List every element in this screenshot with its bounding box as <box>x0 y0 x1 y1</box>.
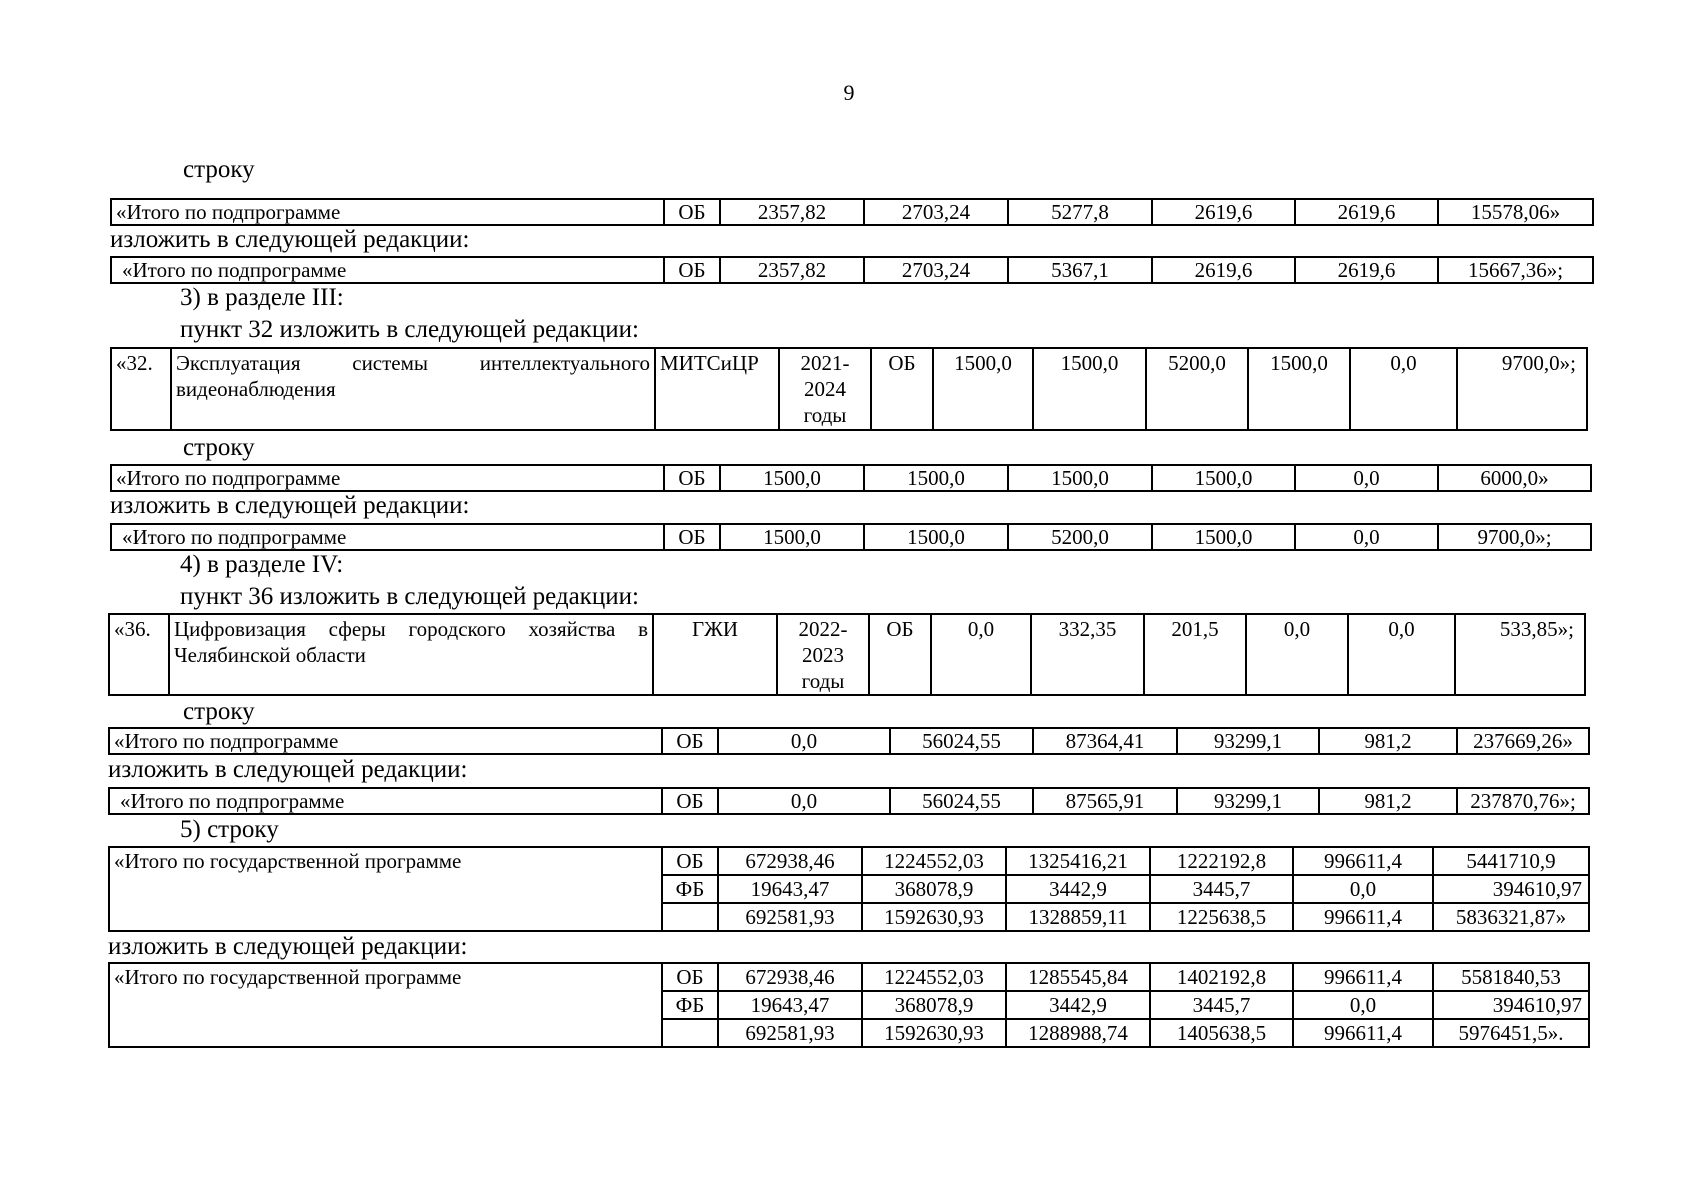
value-cell: 394610,97 <box>1433 991 1589 1019</box>
value-cell: 5581840,53 <box>1433 963 1589 991</box>
item-32-table <box>110 347 1588 431</box>
value-cell: 1592630,93 <box>862 1019 1006 1047</box>
paragraph-line: изложить в следующей редакции: <box>110 226 470 253</box>
paragraph-line: пункт 32 изложить в следующей редакции: <box>180 316 639 343</box>
value-cell: 1500,0 <box>864 465 1008 491</box>
row-label: «Итого по государственной программе <box>109 963 662 1047</box>
responsible-org: МИТСиЦР <box>655 348 779 430</box>
table-row <box>111 524 1591 550</box>
value-cell: 87364,41 <box>1033 728 1177 754</box>
table-row <box>109 728 1589 754</box>
table-row <box>111 348 1587 430</box>
subtotal-table-old <box>108 727 1590 755</box>
value-cell: 2619,6 <box>1295 257 1438 283</box>
funding-source: ОБ <box>662 788 718 814</box>
funding-source: ОБ <box>869 614 931 695</box>
funding-source: ОБ <box>664 257 720 283</box>
value-cell: 0,0 <box>718 728 890 754</box>
value-cell: 0,0 <box>1350 348 1457 430</box>
value-cell: 996611,4 <box>1293 847 1433 875</box>
funding-source: ОБ <box>662 847 718 875</box>
value-cell: 332,35 <box>1031 614 1144 695</box>
row-label: «Итого по подпрограмме <box>111 524 664 550</box>
table-row <box>109 963 1589 991</box>
item-36-table <box>108 613 1586 696</box>
value-cell: 237870,76»; <box>1457 788 1589 814</box>
paragraph-line: 4) в разделе IV: <box>180 551 344 578</box>
value-cell: 1500,0 <box>720 524 864 550</box>
value-cell: 368078,9 <box>862 991 1006 1019</box>
value-cell: 2357,82 <box>720 199 864 225</box>
funding-source: ФБ <box>662 875 718 903</box>
value-cell: 5367,1 <box>1008 257 1152 283</box>
value-cell: 5200,0 <box>1146 348 1248 430</box>
value-cell: 1328859,11 <box>1006 903 1150 931</box>
value-cell: 3445,7 <box>1150 991 1293 1019</box>
value-cell: 1500,0 <box>1152 465 1295 491</box>
value-cell: 5441710,9 <box>1433 847 1589 875</box>
value-cell: 5836321,87» <box>1433 903 1589 931</box>
value-cell: 2619,6 <box>1152 257 1295 283</box>
item-name: Эксплуатация системы интеллектуального видеонаблюдения <box>171 348 655 430</box>
funding-source: ОБ <box>662 963 718 991</box>
page-number: 9 <box>843 80 855 105</box>
value-cell: 15578,06» <box>1438 199 1593 225</box>
value-cell: 237669,26» <box>1457 728 1589 754</box>
paragraph-line: 5) строку <box>180 816 279 843</box>
row-label: «Итого по подпрограмме <box>109 788 662 814</box>
table-row <box>111 257 1593 283</box>
value-cell: 1325416,21 <box>1006 847 1150 875</box>
value-cell: 87565,91 <box>1033 788 1177 814</box>
paragraph-line: 3) в разделе III: <box>180 284 344 311</box>
funding-source: ОБ <box>871 348 933 430</box>
value-cell: 3445,7 <box>1150 875 1293 903</box>
value-cell: 3442,9 <box>1006 991 1150 1019</box>
value-cell: 394610,97 <box>1433 875 1589 903</box>
item-years: 2021-2024 годы <box>779 348 871 430</box>
value-cell: 9700,0»; <box>1438 524 1591 550</box>
funding-source: ОБ <box>662 728 718 754</box>
paragraph-line: пункт 36 изложить в следующей редакции: <box>180 583 639 610</box>
value-cell: 6000,0» <box>1438 465 1591 491</box>
subtotal-table-new <box>110 256 1594 284</box>
value-cell: 0,0 <box>1348 614 1455 695</box>
value-cell: 981,2 <box>1319 728 1457 754</box>
value-cell: 1224552,03 <box>862 847 1006 875</box>
item-number: «36. <box>109 614 169 695</box>
value-cell: 2703,24 <box>864 199 1008 225</box>
value-cell: 1222192,8 <box>1150 847 1293 875</box>
value-cell: 5200,0 <box>1008 524 1152 550</box>
subtotal-table-new <box>108 787 1590 815</box>
value-cell: 2619,6 <box>1295 199 1438 225</box>
table-row <box>109 788 1589 814</box>
table-row <box>111 465 1591 491</box>
funding-source: ФБ <box>662 991 718 1019</box>
value-cell: 0,0 <box>1293 991 1433 1019</box>
value-cell: 1500,0 <box>1152 524 1295 550</box>
value-cell: 1288988,74 <box>1006 1019 1150 1047</box>
row-label: «Итого по государственной программе <box>109 847 662 931</box>
value-cell: 1500,0 <box>1248 348 1350 430</box>
value-cell: 5976451,5». <box>1433 1019 1589 1047</box>
row-label: «Итого по подпрограмме <box>111 465 664 491</box>
program-total-table-new <box>108 962 1590 1048</box>
value-cell: 692581,93 <box>718 1019 862 1047</box>
program-total-table-old <box>108 846 1590 932</box>
responsible-org: ГЖИ <box>653 614 777 695</box>
paragraph-line: строку <box>183 698 255 725</box>
funding-source <box>662 903 718 931</box>
table-row <box>109 614 1585 695</box>
value-cell: 368078,9 <box>862 875 1006 903</box>
value-cell: 1285545,84 <box>1006 963 1150 991</box>
table-row <box>109 847 1589 875</box>
value-cell: 2703,24 <box>864 257 1008 283</box>
value-cell: 1500,0 <box>1008 465 1152 491</box>
value-cell: 1592630,93 <box>862 903 1006 931</box>
subtotal-table-new <box>110 523 1592 551</box>
funding-source: ОБ <box>664 199 720 225</box>
value-cell: 15667,36»; <box>1438 257 1593 283</box>
paragraph-line: изложить в следующей редакции: <box>108 933 468 960</box>
value-cell: 996611,4 <box>1293 963 1433 991</box>
subtotal-table-old <box>110 464 1592 492</box>
value-cell: 0,0 <box>1246 614 1348 695</box>
value-cell: 1225638,5 <box>1150 903 1293 931</box>
funding-source <box>662 1019 718 1047</box>
value-cell: 56024,55 <box>890 788 1033 814</box>
value-cell: 0,0 <box>931 614 1031 695</box>
row-label: «Итого по подпрограмме <box>109 728 662 754</box>
value-cell: 201,5 <box>1144 614 1246 695</box>
paragraph-line: строку <box>183 434 255 461</box>
subtotal-table-old <box>110 198 1594 226</box>
item-years: 2022-2023 годы <box>777 614 869 695</box>
value-cell: 1402192,8 <box>1150 963 1293 991</box>
value-cell: 9700,0»; <box>1457 348 1587 430</box>
value-cell: 1500,0 <box>1033 348 1146 430</box>
value-cell: 93299,1 <box>1177 788 1319 814</box>
value-cell: 533,85»; <box>1455 614 1585 695</box>
value-cell: 1500,0 <box>720 465 864 491</box>
funding-source: ОБ <box>664 465 720 491</box>
paragraph-line: изложить в следующей редакции: <box>110 492 470 519</box>
row-label: «Итого по подпрограмме <box>111 199 664 225</box>
funding-source: ОБ <box>664 524 720 550</box>
paragraph-line: строку <box>183 156 255 183</box>
item-name: Цифровизация сферы городского хозяйства в Челябинской области <box>169 614 653 695</box>
value-cell: 2619,6 <box>1152 199 1295 225</box>
value-cell: 19643,47 <box>718 875 862 903</box>
value-cell: 1500,0 <box>864 524 1008 550</box>
table-row <box>111 199 1593 225</box>
value-cell: 692581,93 <box>718 903 862 931</box>
value-cell: 1405638,5 <box>1150 1019 1293 1047</box>
value-cell: 1224552,03 <box>862 963 1006 991</box>
value-cell: 0,0 <box>1295 465 1438 491</box>
value-cell: 672938,46 <box>718 963 862 991</box>
value-cell: 981,2 <box>1319 788 1457 814</box>
value-cell: 56024,55 <box>890 728 1033 754</box>
value-cell: 5277,8 <box>1008 199 1152 225</box>
value-cell: 2357,82 <box>720 257 864 283</box>
value-cell: 0,0 <box>1295 524 1438 550</box>
row-label: «Итого по подпрограмме <box>111 257 664 283</box>
paragraph-line: изложить в следующей редакции: <box>108 756 468 783</box>
value-cell: 19643,47 <box>718 991 862 1019</box>
item-number: «32. <box>111 348 171 430</box>
value-cell: 0,0 <box>718 788 890 814</box>
value-cell: 996611,4 <box>1293 903 1433 931</box>
value-cell: 672938,46 <box>718 847 862 875</box>
value-cell: 1500,0 <box>933 348 1033 430</box>
value-cell: 996611,4 <box>1293 1019 1433 1047</box>
value-cell: 3442,9 <box>1006 875 1150 903</box>
value-cell: 93299,1 <box>1177 728 1319 754</box>
value-cell: 0,0 <box>1293 875 1433 903</box>
